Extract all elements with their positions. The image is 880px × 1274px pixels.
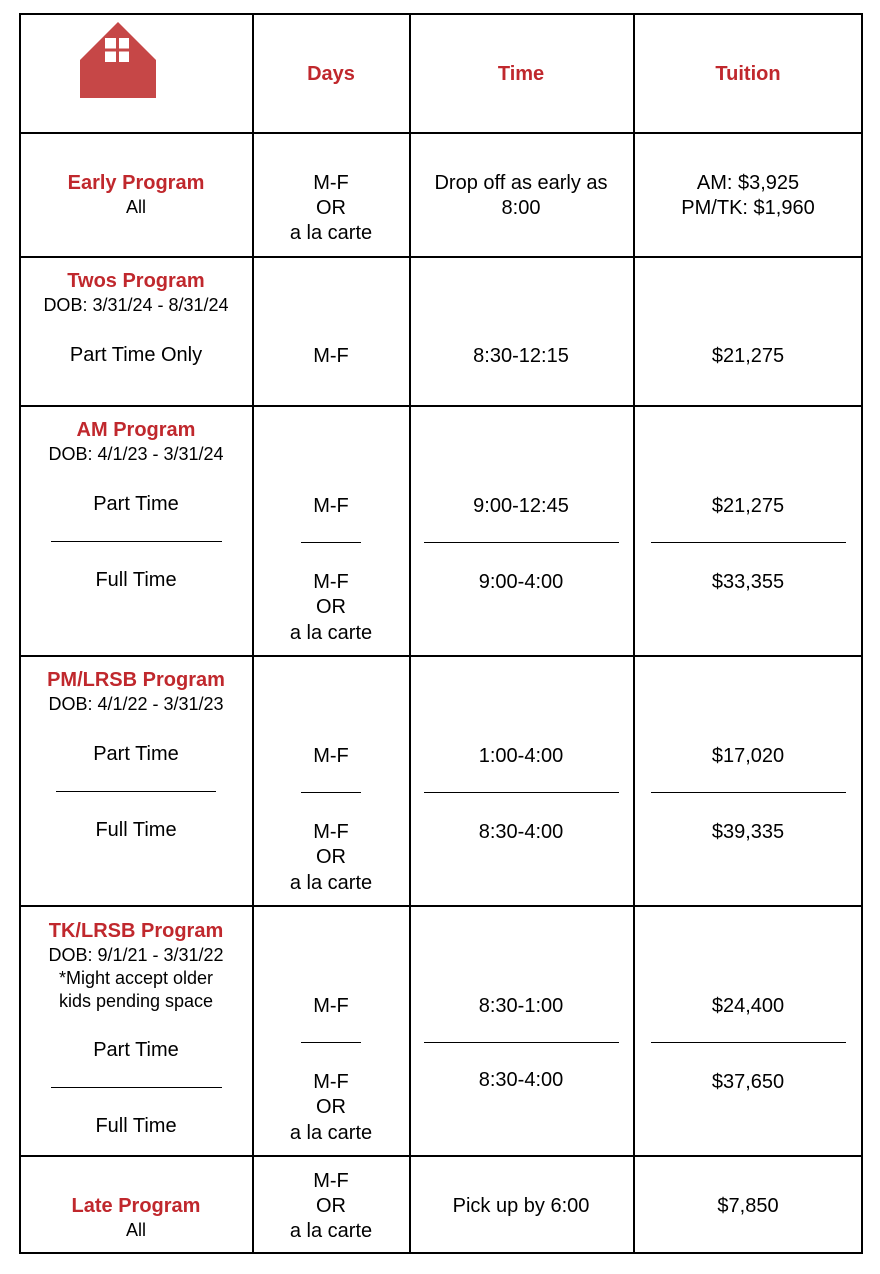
- row-divider: [21, 655, 861, 657]
- separator: [424, 542, 619, 543]
- twos-tuition: $21,275: [711, 345, 785, 367]
- am-part-time: 9:00-12:45: [473, 495, 569, 517]
- am-full-time: 9:00-4:00: [478, 571, 564, 593]
- tk-part-time: 8:30-1:00: [478, 995, 564, 1017]
- early-days-3: a la carte: [289, 222, 373, 244]
- am-full-days-3: a la carte: [289, 622, 373, 644]
- early-time-1: Drop off as early as: [434, 172, 608, 194]
- pm-full-time: 8:30-4:00: [478, 821, 564, 843]
- early-tuition-1: AM: $3,925: [696, 172, 800, 194]
- tk-full-days-1: M-F: [313, 1071, 349, 1093]
- separator: [651, 1042, 846, 1043]
- separator: [424, 792, 619, 793]
- row-divider: [21, 905, 861, 907]
- tk-part-days: M-F: [313, 995, 349, 1017]
- separator: [651, 542, 846, 543]
- pm-title: PM/LRSB Program: [47, 669, 225, 691]
- row-divider: [21, 132, 861, 134]
- early-tuition-2: PM/TK: $1,960: [681, 197, 815, 219]
- tk-full-days-2: OR: [316, 1096, 346, 1118]
- separator: [424, 1042, 619, 1043]
- header-time: Time: [497, 63, 545, 85]
- header-tuition: Tuition: [715, 63, 781, 85]
- late-tuition: $7,850: [717, 1195, 779, 1217]
- pm-part-label: Part Time: [93, 743, 179, 765]
- tk-part-tuition: $24,400: [711, 995, 785, 1017]
- pm-full-days-2: OR: [316, 846, 346, 868]
- am-dob: DOB: 4/1/23 - 3/31/24: [48, 444, 224, 464]
- column-divider: [252, 15, 254, 1252]
- am-full-label: Full Time: [95, 569, 177, 591]
- late-time: Pick up by 6:00: [452, 1195, 590, 1217]
- early-sub: All: [125, 197, 147, 217]
- tk-note-2: kids pending space: [58, 991, 214, 1011]
- row-divider: [21, 1155, 861, 1157]
- am-title: AM Program: [76, 419, 196, 441]
- tk-dob: DOB: 9/1/21 - 3/31/22: [48, 945, 224, 965]
- tk-full-label: Full Time: [95, 1115, 177, 1137]
- pm-dob: DOB: 4/1/22 - 3/31/23: [48, 694, 224, 714]
- pm-part-days: M-F: [313, 745, 349, 767]
- early-time-2: 8:00: [501, 197, 541, 219]
- row-divider: [21, 405, 861, 407]
- tk-full-days-3: a la carte: [289, 1122, 373, 1144]
- separator: [301, 1042, 361, 1043]
- late-title: Late Program: [71, 1195, 201, 1217]
- tk-note-1: *Might accept older: [58, 968, 214, 988]
- separator: [51, 541, 222, 542]
- late-sub: All: [125, 1220, 147, 1240]
- twos-title: Twos Program: [67, 270, 205, 292]
- separator: [301, 792, 361, 793]
- separator: [51, 1087, 222, 1088]
- am-full-days-1: M-F: [313, 571, 349, 593]
- pm-full-days-3: a la carte: [289, 872, 373, 894]
- late-days-2: OR: [316, 1195, 346, 1217]
- am-part-days: M-F: [313, 495, 349, 517]
- header-days: Days: [307, 63, 355, 85]
- row-divider: [21, 256, 861, 258]
- late-days-3: a la carte: [289, 1220, 373, 1242]
- early-title: Early Program: [67, 172, 205, 194]
- pm-full-tuition: $39,335: [711, 821, 785, 843]
- separator: [56, 791, 216, 792]
- twos-days: M-F: [313, 345, 349, 367]
- twos-option: Part Time Only: [69, 344, 203, 366]
- tk-title: TK/LRSB Program: [48, 920, 224, 942]
- tk-full-tuition: $37,650: [711, 1071, 785, 1093]
- pm-part-time: 1:00-4:00: [478, 745, 564, 767]
- separator: [301, 542, 361, 543]
- tk-part-label: Part Time: [93, 1039, 179, 1061]
- pm-full-days-1: M-F: [313, 821, 349, 843]
- late-days-1: M-F: [313, 1170, 349, 1192]
- pm-part-tuition: $17,020: [711, 745, 785, 767]
- pm-full-label: Full Time: [95, 819, 177, 841]
- early-days-1: M-F: [313, 172, 349, 194]
- separator: [651, 792, 846, 793]
- house-icon: [80, 20, 156, 98]
- column-divider: [633, 15, 635, 1252]
- column-divider: [409, 15, 411, 1252]
- twos-dob: DOB: 3/31/24 - 8/31/24: [43, 295, 229, 315]
- am-part-tuition: $21,275: [711, 495, 785, 517]
- tk-full-time: 8:30-4:00: [478, 1069, 564, 1091]
- early-days-2: OR: [316, 197, 346, 219]
- am-full-days-2: OR: [316, 596, 346, 618]
- am-part-label: Part Time: [93, 493, 179, 515]
- am-full-tuition: $33,355: [711, 571, 785, 593]
- twos-time: 8:30-12:15: [473, 345, 569, 367]
